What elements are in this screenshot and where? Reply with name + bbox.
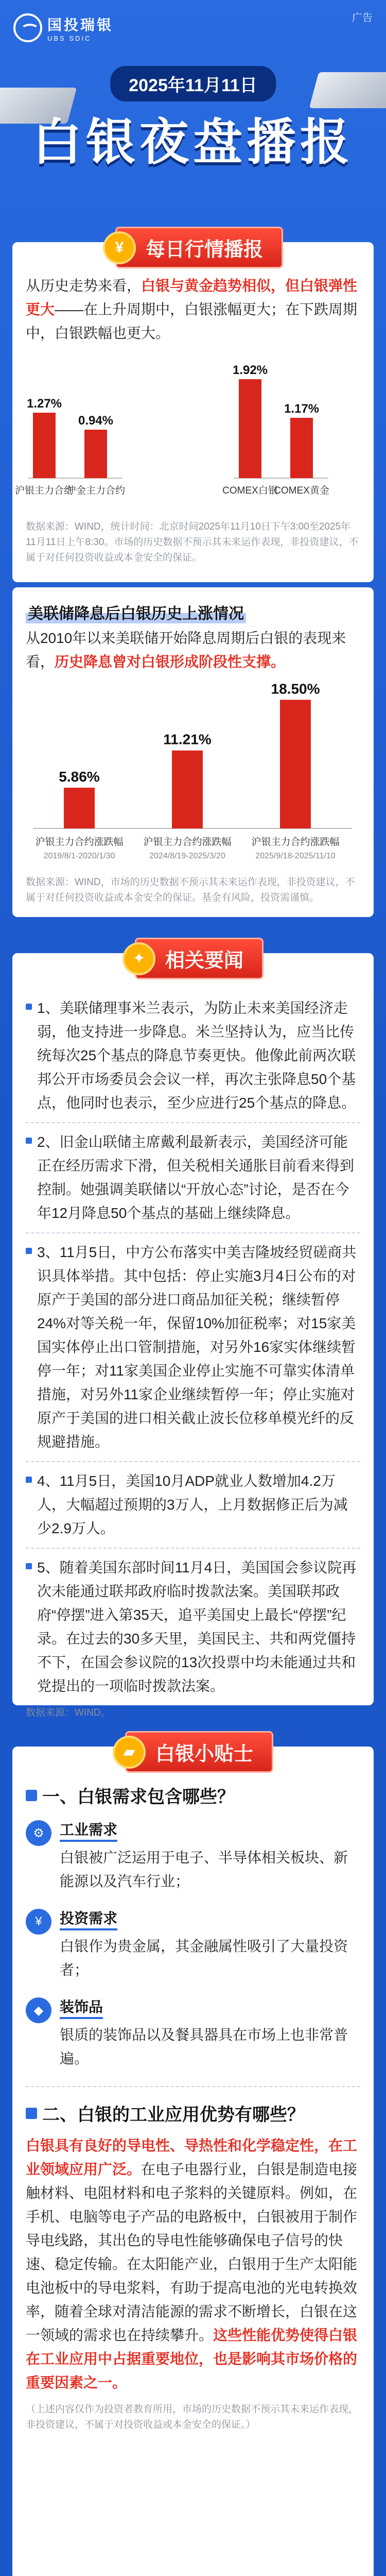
period-label: 2025/9/18-2025/11/10 — [255, 852, 336, 860]
category-label: COMEX白银 — [222, 485, 278, 496]
bar-value-label: 1.92% — [232, 363, 268, 377]
bar-value-label: 18.50% — [271, 681, 320, 697]
bar-value-label: 1.17% — [284, 402, 320, 416]
ad-label[interactable]: 广告 — [352, 12, 373, 24]
page-title: 白银夜盘播报 — [32, 115, 354, 170]
period-label: 2024/8/19-2025/3/20 — [149, 852, 225, 860]
coin-icon: ¥ — [103, 231, 136, 264]
bar-value-label: 0.94% — [78, 414, 114, 428]
daily-chart — [12, 349, 374, 519]
bar — [172, 751, 203, 828]
news-item: 5、随着美国东部时间11月4日，美国国会参议院再次未能通过联邦政府临时拨款法案。美国联邦政府“停摆”进入第35天，追平美国史上最长“停摆”纪录。在过去的30多天里，美国民主、共和两党僵持不下，在国会参议院的13次投票中均未能通过共和党提出的一项临时拨款法案。 — [26, 1549, 360, 1705]
tips-badge: ▰ 白银小贴士 — [113, 1731, 273, 1773]
bar-value-label: 5.86% — [59, 768, 100, 785]
fed-chart — [12, 679, 374, 875]
daily-badge: ¥ 每日行情播报 — [103, 227, 283, 268]
category-label: 沪银主力合约涨跌幅 — [35, 837, 124, 848]
fed-note: 数据来源：WIND，市场的历史数据不预示其未来运作表现，非投资建议，不属于对任何投资收益或本金安全的保证。基金有风险，投资需谨慎。 — [26, 877, 355, 903]
category-label: 沪金主力合约 — [66, 485, 126, 496]
tip-investment: ¥ 投资需求 白银作为贵金属，其金融属性吸引了大量投资者； — [26, 1909, 360, 1982]
news-note: 数据来源：WIND。 — [26, 1707, 111, 1718]
fed-card — [12, 587, 374, 917]
tip-decoration: ◆ 装饰品 银质的装饰品以及餐具器具在市场上也非常普遍。 — [26, 1997, 360, 2071]
diamond-icon: ◆ — [26, 1997, 51, 2023]
date-pill: 2025年11月11日 — [110, 66, 276, 101]
bar — [33, 413, 56, 478]
news-item: 4、11月5日，美国10月ADP就业人数增加4.2万人，大幅超过预期的3万人，上月数据修正后为减少2.9万人。 — [26, 1462, 360, 1549]
bar — [84, 430, 107, 478]
daily-intro: 从历史走势来看，白银与黄金趋势相似，但白银弹性更大——在上升周期中，白银涨幅更大；在下跌周期中，白银跌幅也更大。 — [26, 278, 358, 341]
bar — [280, 700, 311, 828]
tips-question-1: 一、白银需求包含哪些？ — [12, 1783, 374, 1808]
brand-name-cn: 国投瑞银 — [47, 16, 114, 33]
brand-name-en: UBS SDIC — [47, 34, 92, 42]
news-item: 1、美联储理事米兰表示，为防止未来美国经济走弱，他支持进一步降息。米兰坚持认为，应当比传统每次25个基点的降息节奏更快。他像此前两次联邦公开市场委员会会议一样，再次主张降息50个基点，他同时也表示，至少应进行25个基点的降息。 — [26, 989, 360, 1123]
category-label: 沪银主力合约涨跌幅 — [143, 837, 232, 848]
brand-logo — [13, 13, 113, 42]
news-card — [12, 950, 374, 1718]
tips-answer-2: 白银具有良好的导电性、导热性和化学稳定性，在工业领域应用广泛。在电子电器行业，白银是制造电接触材料、电阻材料和电子浆料的关键原料。例如，在手机、电脑等电子产品的电路板中，白银被用于制作导电线路，其出色的导电性能够确保电子信号的快速、稳定传输。在太阳能产业，白银用于生产太阳能电池板中的导电浆料，有助于提高电池的光电转换效率，随着全球对清洁能源的需求不断增长，白银在这一领域的需求也在持续攀升。这些性能优势使得白银在工业应用中占据重要地位，也是影响其市场价格的重要因素之一。 — [26, 2138, 358, 2391]
tips-note: （上述内容仅作为投资者教育所用，市场的历史数据不预示其未来运作表现，非投资建议，不属于对投资收益或本金安全的保证。） — [26, 2404, 359, 2430]
silver-bar-icon: ▰ — [113, 1736, 146, 1769]
fed-text: 从2010年以来美联储开始降息周期后白银的表现来看，历史降息曾对白银形成阶段性支撑。 — [26, 630, 346, 670]
bar-value-label: 11.21% — [163, 731, 212, 748]
fed-subtitle: 美联储降息后白银历史上涨情况 — [26, 601, 246, 623]
bar — [239, 379, 261, 478]
news-item: 3、11月5日，中方公布落实中美吉隆坡经贸磋商共识具体举措。其中包括：停止实施3月4日公布的对原产于美国的部分进口商品加征关税；继续暂停24%对等关税一年，保留10%加征税率；对15家美国实体停止出口管制措施，对另外16家实体继续暂停一年；对11家美国企业停止实施不可靠实体清单措施，对另外11家企业继续暂停一年；停止实施对原产于美国的进口相关截止波长位移单模光纤的反规避措施。 — [26, 1233, 360, 1462]
money-bag-icon: ¥ — [26, 1909, 51, 1935]
header — [0, 0, 386, 237]
daily-note: 数据来源：WIND，统计时间：北京时间2025年11月10日下午3:00至2025年11月11日上午8:30。市场的历史数据不预示其未来运作表现，非投资建议，不属于对任何投资收益或本金安全的保证。 — [26, 521, 359, 563]
bar-value-label: 1.27% — [26, 397, 62, 411]
factory-icon: ⚙ — [26, 1820, 51, 1846]
bar — [290, 418, 313, 478]
news-list — [12, 953, 374, 1705]
daily-card — [12, 239, 374, 582]
tips-demand-list — [26, 1820, 360, 2071]
megaphone-icon: ✦ — [122, 942, 155, 975]
category-label: COMEX黄金 — [274, 485, 329, 496]
bar — [64, 788, 95, 828]
news-item: 2、旧金山联储主席戴利最新表示，美国经济可能正在经历需求下滑，但关税相关通胀目前看来得到控制。她强调美联储以“开放心态”讨论，是否在今年12月降息50个基点的基础上继续降息。 — [26, 1123, 360, 1233]
logo-icon — [13, 13, 42, 42]
category-label: 沪银主力合约 — [14, 485, 74, 496]
tips-question-2: 二、白银的工业应用优势有哪些？ — [12, 2100, 374, 2126]
category-label: 沪银主力合约涨跌幅 — [251, 837, 340, 848]
period-label: 2019/8/1-2020/1/30 — [43, 852, 115, 860]
tips-card — [12, 1743, 374, 2576]
news-badge: ✦ 相关要闻 — [122, 938, 264, 979]
tip-industrial: ⚙ 工业需求 白银被广泛运用于电子、半导体相关板块、新能源以及汽车行业； — [26, 1820, 360, 1893]
